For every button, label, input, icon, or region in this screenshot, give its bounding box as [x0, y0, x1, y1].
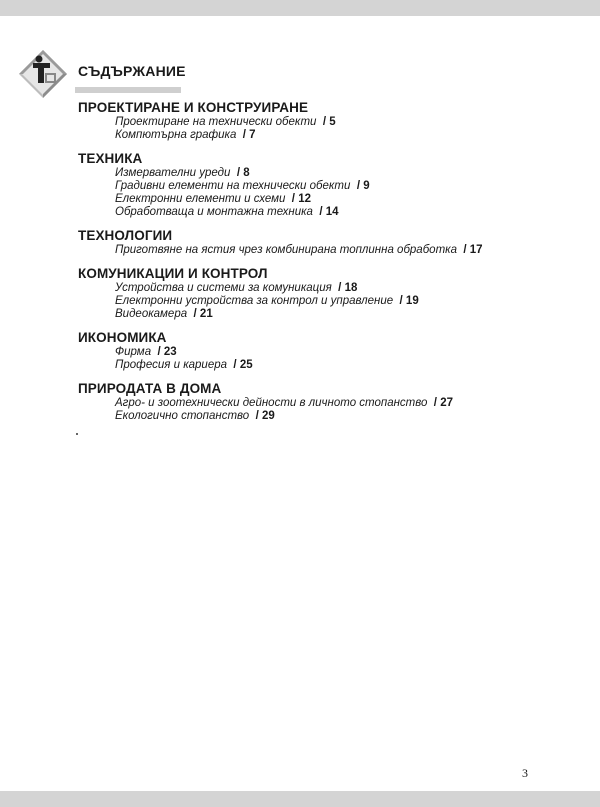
title-underline	[75, 87, 181, 93]
entry-page-number: 12	[298, 193, 311, 205]
stray-dot	[76, 433, 78, 435]
entry-page-number: 5	[329, 116, 336, 128]
entry-separator: /	[399, 295, 403, 307]
toc-entry[interactable]	[115, 167, 370, 180]
entry-separator: /	[322, 116, 327, 128]
toc-section	[78, 330, 253, 372]
entry-title: Устройства и системи за комуникация	[115, 282, 332, 294]
entry-page-number: 19	[405, 295, 419, 307]
toc-section	[78, 228, 483, 257]
toc-entry[interactable]	[115, 295, 419, 308]
toc-entry[interactable]	[115, 308, 419, 321]
entry-page-number: 17	[469, 244, 483, 256]
toc-entry[interactable]	[115, 193, 370, 206]
entry-page-number: 21	[199, 308, 213, 320]
toc-entry[interactable]	[115, 206, 370, 219]
page-title: СЪДЪРЖАНИЕ	[78, 63, 186, 79]
entry-title: Градивни елементи на технически обекти	[115, 180, 351, 192]
page-number: 3	[522, 766, 528, 780]
toc-entry[interactable]	[115, 359, 253, 372]
toc-entry[interactable]	[115, 410, 453, 423]
entry-title: Компютърна графика	[115, 129, 237, 141]
entry-separator: /	[319, 206, 323, 218]
entry-separator: /	[463, 244, 467, 256]
toc-section	[78, 381, 453, 423]
top-band	[0, 0, 600, 16]
toc-entry[interactable]	[115, 397, 453, 410]
entry-title: Приготвяне на ястия чрез комбинирана топлинна обработка	[115, 244, 457, 256]
book-logo-icon	[18, 49, 68, 99]
entry-page-number: 27	[440, 397, 453, 409]
entry-separator: /	[193, 308, 197, 320]
section-heading: ПРИРОДАТА В ДОМА	[78, 381, 222, 396]
toc-section	[78, 100, 336, 142]
entry-title: Агро- и зоотехнически дейности в личното стопанство	[115, 397, 428, 409]
section-heading: ПРОЕКТИРАНЕ И КОНСТРУИРАНЕ	[78, 100, 309, 115]
entry-separator: /	[236, 167, 241, 179]
entry-title: Екологично стопанство	[115, 410, 250, 422]
entry-title: Електронни елементи и схеми	[115, 193, 286, 205]
entry-page-number: 7	[249, 129, 256, 141]
entry-separator: /	[338, 282, 342, 294]
entry-separator: /	[356, 180, 361, 192]
toc-entry[interactable]	[115, 244, 483, 257]
entry-title: Фирма	[115, 346, 152, 358]
entry-page-number: 8	[243, 167, 250, 179]
entry-page-number: 23	[163, 346, 177, 358]
section-heading: ТЕХНИКА	[78, 151, 143, 166]
bottom-band	[0, 791, 600, 807]
entry-page-number: 25	[239, 359, 253, 371]
entry-title: Проектиране на технически обекти	[115, 116, 317, 128]
entry-page-number: 9	[363, 180, 370, 192]
entry-title: Професия и кариера	[115, 359, 228, 371]
entry-separator: /	[242, 129, 246, 141]
entry-page-number: 29	[261, 410, 275, 422]
entry-separator: /	[433, 397, 437, 409]
entry-separator: /	[255, 410, 259, 422]
toc-entry[interactable]	[115, 346, 253, 359]
toc-section	[78, 266, 419, 321]
toc-entry[interactable]	[115, 129, 336, 142]
entry-title: Обработваща и монтажна техника	[115, 206, 313, 218]
toc-entry[interactable]	[115, 180, 370, 193]
entry-separator: /	[233, 359, 237, 371]
toc-entry[interactable]	[115, 116, 336, 129]
entry-page-number: 18	[344, 282, 358, 294]
entry-title: Видеокамера	[115, 308, 188, 320]
entry-separator: /	[291, 193, 295, 205]
entry-page-number: 14	[325, 206, 339, 218]
entry-separator: /	[157, 346, 161, 358]
section-heading: ТЕХНОЛОГИИ	[78, 228, 173, 243]
entry-title: Измервателни уреди	[115, 167, 231, 179]
toc-section	[78, 151, 370, 219]
section-heading: ИКОНОМИКА	[78, 330, 167, 345]
entry-title: Електронни устройства за контрол и управление	[115, 295, 394, 307]
toc-entry[interactable]	[115, 282, 419, 295]
section-heading: КОМУНИКАЦИИ И КОНТРОЛ	[78, 266, 268, 281]
